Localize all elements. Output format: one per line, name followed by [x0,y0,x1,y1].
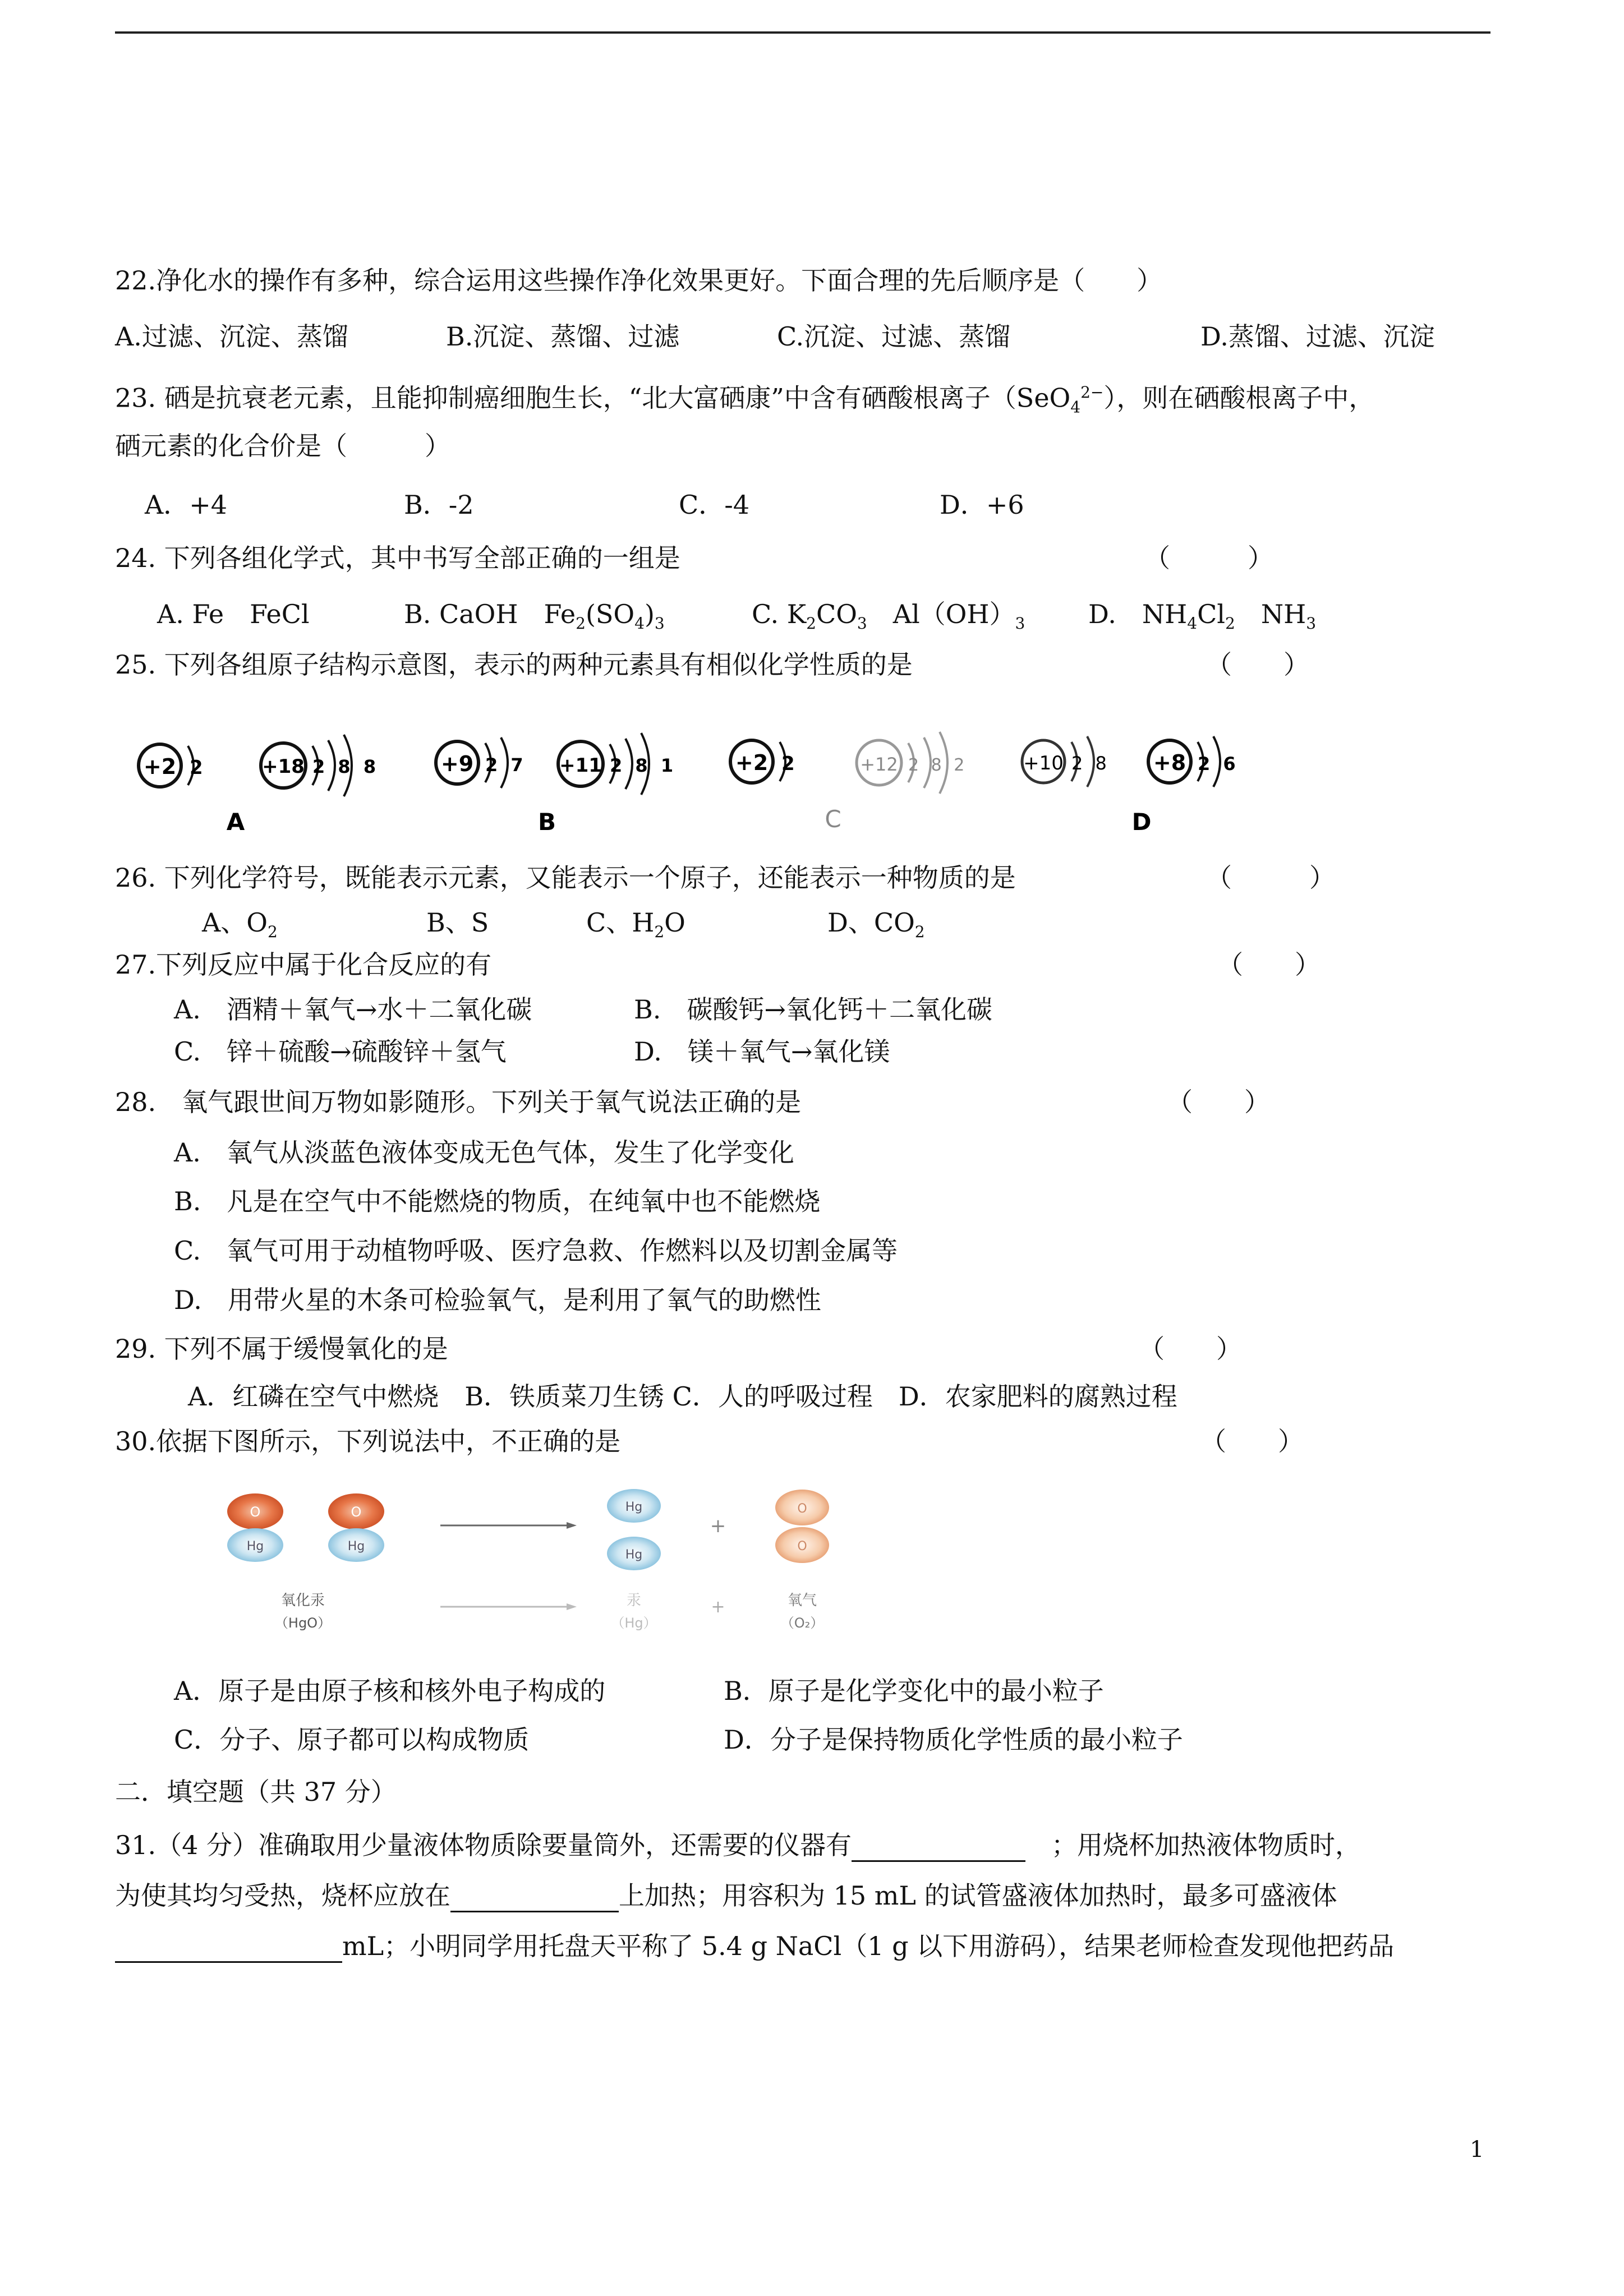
svg-text:2 7: 2 7 [485,754,527,776]
svg-text:+2: +2 [735,750,769,775]
svg-text:O: O [797,1539,807,1553]
q22-option-c: C.沉淀、过滤、蒸馏 [777,321,1011,352]
svg-text:Hg: Hg [625,1500,643,1514]
group-label-a: A [226,808,245,836]
formula-hg: （Hg） [611,1615,657,1631]
label-hgo: 氧化汞 [280,1592,325,1609]
q27-option-d: D. 镁＋氧气→氧化镁 [634,1036,890,1067]
q25-stem: 25. 下列各组原子结构示意图，表示的两种元素具有相似化学性质的是 [115,649,913,680]
hgo-molecule-1 [227,1493,283,1562]
group-label-c: C [825,805,841,833]
atom-diagram-a1 [139,744,203,787]
q27-option-c: C. 锌＋硫酸→硫酸锌＋氢气 [174,1036,507,1067]
svg-text:+12: +12 [860,754,898,775]
q22-option-b: B.沉淀、蒸馏、过滤 [446,321,680,352]
label-o2: 氧气 [787,1592,817,1609]
q22-option-d: D.蒸馏、过滤、沉淀 [1200,321,1435,352]
q22-option-a: A.过滤、沉淀、蒸馏 [115,321,348,352]
section-title: 二．填空题（共 37 分） [115,1777,397,1807]
q24-stem: 24. 下列各组化学式，其中书写全部正确的一组是 [115,543,680,573]
q31-line3: mL；小明同学用托盘天平称了 5.4 g NaCl（1 g 以下用游码），结果老师检查发现他把药品 [115,1929,1394,1963]
q23-option-c: C．-4 [679,490,750,520]
q31-line1: 31.（4 分）准确取用少量液体物质除要量筒外，还需要的仪器有 ；用烧杯加热液体物质时， [115,1828,1361,1862]
svg-text:+9: +9 [440,751,474,776]
q24-option-b: B. CaOH $Fe_2(SO_4)_3$ [404,599,665,633]
q29-options: A．红磷在空气中燃烧 B．铁质菜刀生锈 C．人的呼吸过程 D．农家肥料的腐熟过程 [188,1381,1177,1412]
svg-text:Hg: Hg [246,1539,264,1553]
q30-option-a: A．原子是由原子核和核外电子构成的 [174,1676,606,1706]
q27-option-b: B. 碳酸钙→氧化钙＋二氧化碳 [634,994,992,1025]
group-label-b: B [537,808,556,836]
plus-sign-top: + [710,1515,726,1537]
q24-option-c: C. $K_2CO_3$ $Al(OH)_3$ [752,599,1025,633]
svg-text:2: 2 [781,753,795,775]
q26-option-d: D、$CO_2$ [827,907,925,942]
q30-stem: 30.依据下图所示，下列说法中，不正确的是 [115,1426,621,1456]
q28-option-c: C. 氧气可用于动植物呼吸、医疗急救、作燃料以及切割金属等 [174,1235,898,1266]
q24-option-d: D. $NH_4Cl_2$ $NH_3$ [1088,599,1317,633]
q30-option-d: D．分子是保持物质化学性质的最小粒子 [724,1725,1183,1755]
svg-text:O: O [250,1504,261,1520]
q31-blank-3[interactable] [115,1937,342,1963]
q26-option-c: C、$H_2O$ [586,907,686,942]
svg-text:+10: +10 [1023,752,1064,774]
q27-answer-paren: （ ） [1217,949,1321,980]
svg-text:Hg: Hg [347,1539,365,1553]
svg-text:O: O [797,1502,807,1516]
atom-diagram-a2 [261,735,379,796]
atom-diagram-d2 [1148,736,1239,787]
plus-sign-bottom: + [711,1597,725,1617]
o2-molecule [775,1490,829,1563]
q26-option-b: B、S [426,907,489,938]
atom-diagram-c2 [857,732,968,794]
atom-diagram-c1 [730,740,795,783]
svg-text:2 8 8: 2 8 8 [312,756,380,777]
svg-text:2 8: 2 8 [1071,753,1110,774]
hgo-molecule-2 [328,1493,384,1562]
q31-blank-2[interactable] [450,1886,619,1912]
q27-option-a: A. 酒精＋氧气→水＋二氧化碳 [174,994,532,1025]
svg-text:2 6: 2 6 [1198,753,1239,774]
atom-structure-diagrams [115,701,1293,847]
svg-text:O: O [351,1504,362,1520]
atom-diagram-b1 [436,737,527,788]
q28-stem: 28. 氧气跟世间万物如影随形。下列关于氧气说法正确的是 [115,1087,802,1117]
svg-text:Hg: Hg [625,1548,643,1562]
svg-text:+18: +18 [262,755,305,778]
q23-stem: 23. 硒是抗衰老元素，且能抑制癌细胞生长，“北大富硒康”中含有硒酸根离子（SeO$_4^{2-}$），则在硒酸根离子中， [115,382,1375,417]
q28-answer-paren: （ ） [1167,1087,1270,1117]
q31-line2: 为使其均匀受热，烧杯应放在 上加热；用容积为 15 mL 的试管盛液体加热时，最多可盛液体 [115,1879,1337,1912]
q29-answer-paren: （ ） [1139,1334,1242,1364]
q25-answer-paren: （ ） [1206,649,1309,680]
svg-text:2 8 1: 2 8 1 [610,755,677,776]
q30-option-b: B．原子是化学变化中的最小粒子 [724,1676,1104,1706]
q24-option-a: A. Fe FeCl [157,599,310,629]
hg-atoms [607,1489,661,1570]
page-number: 1 [1470,2137,1484,2163]
q26-answer-paren: （ ） [1206,863,1335,893]
atom-diagram-b2 [558,733,677,795]
svg-text:2: 2 [190,757,203,779]
formula-hgo: （HgO） [274,1615,332,1631]
q22-stem: 22.净化水的操作有多种，综合运用这些操作净化效果更好。下面合理的先后顺序是（ ） [115,265,1163,296]
label-hg: 汞 [626,1592,642,1609]
q23-option-d: D．+6 [940,490,1024,520]
svg-text:2 8 2: 2 8 2 [908,755,968,775]
q28-option-a: A. 氧气从淡蓝色液体变成无色气体，发生了化学变化 [174,1137,794,1168]
q30-option-c: C．分子、原子都可以构成物质 [174,1725,530,1755]
q28-option-d: D. 用带火星的木条可检验氧气，是利用了氧气的助燃性 [174,1285,821,1315]
q31-blank-1[interactable] [852,1836,1025,1862]
q23-option-a: A．+4 [145,490,228,520]
formula-o2: （O₂） [780,1615,824,1631]
group-label-d: D [1131,808,1152,836]
q26-stem: 26. 下列化学符号，既能表示元素，又能表示一个原子，还能表示一种物质的是 [115,863,1016,893]
q24-answer-paren: （ ） [1144,543,1273,573]
svg-text:+8: +8 [1153,750,1186,775]
q29-stem: 29. 下列不属于缓慢氧化的是 [115,1334,448,1364]
q30-answer-paren: （ ） [1200,1426,1304,1456]
atom-diagram-d1 [1022,736,1110,787]
svg-text:+2: +2 [143,754,177,779]
q23-option-b: B．-2 [404,490,474,520]
mercury-oxide-decomposition-diagram [202,1481,909,1654]
q23-stem-line2: 硒元素的化合价是（ ） [115,431,450,461]
svg-text:+11: +11 [559,754,602,777]
q27-stem: 27.下列反应中属于化合反应的有 [115,949,492,980]
q28-option-b: B. 凡是在空气中不能燃烧的物质，在纯氧中也不能燃烧 [174,1186,821,1216]
header-rule [115,31,1490,34]
q26-option-a: A、$O_2$ [202,907,278,942]
